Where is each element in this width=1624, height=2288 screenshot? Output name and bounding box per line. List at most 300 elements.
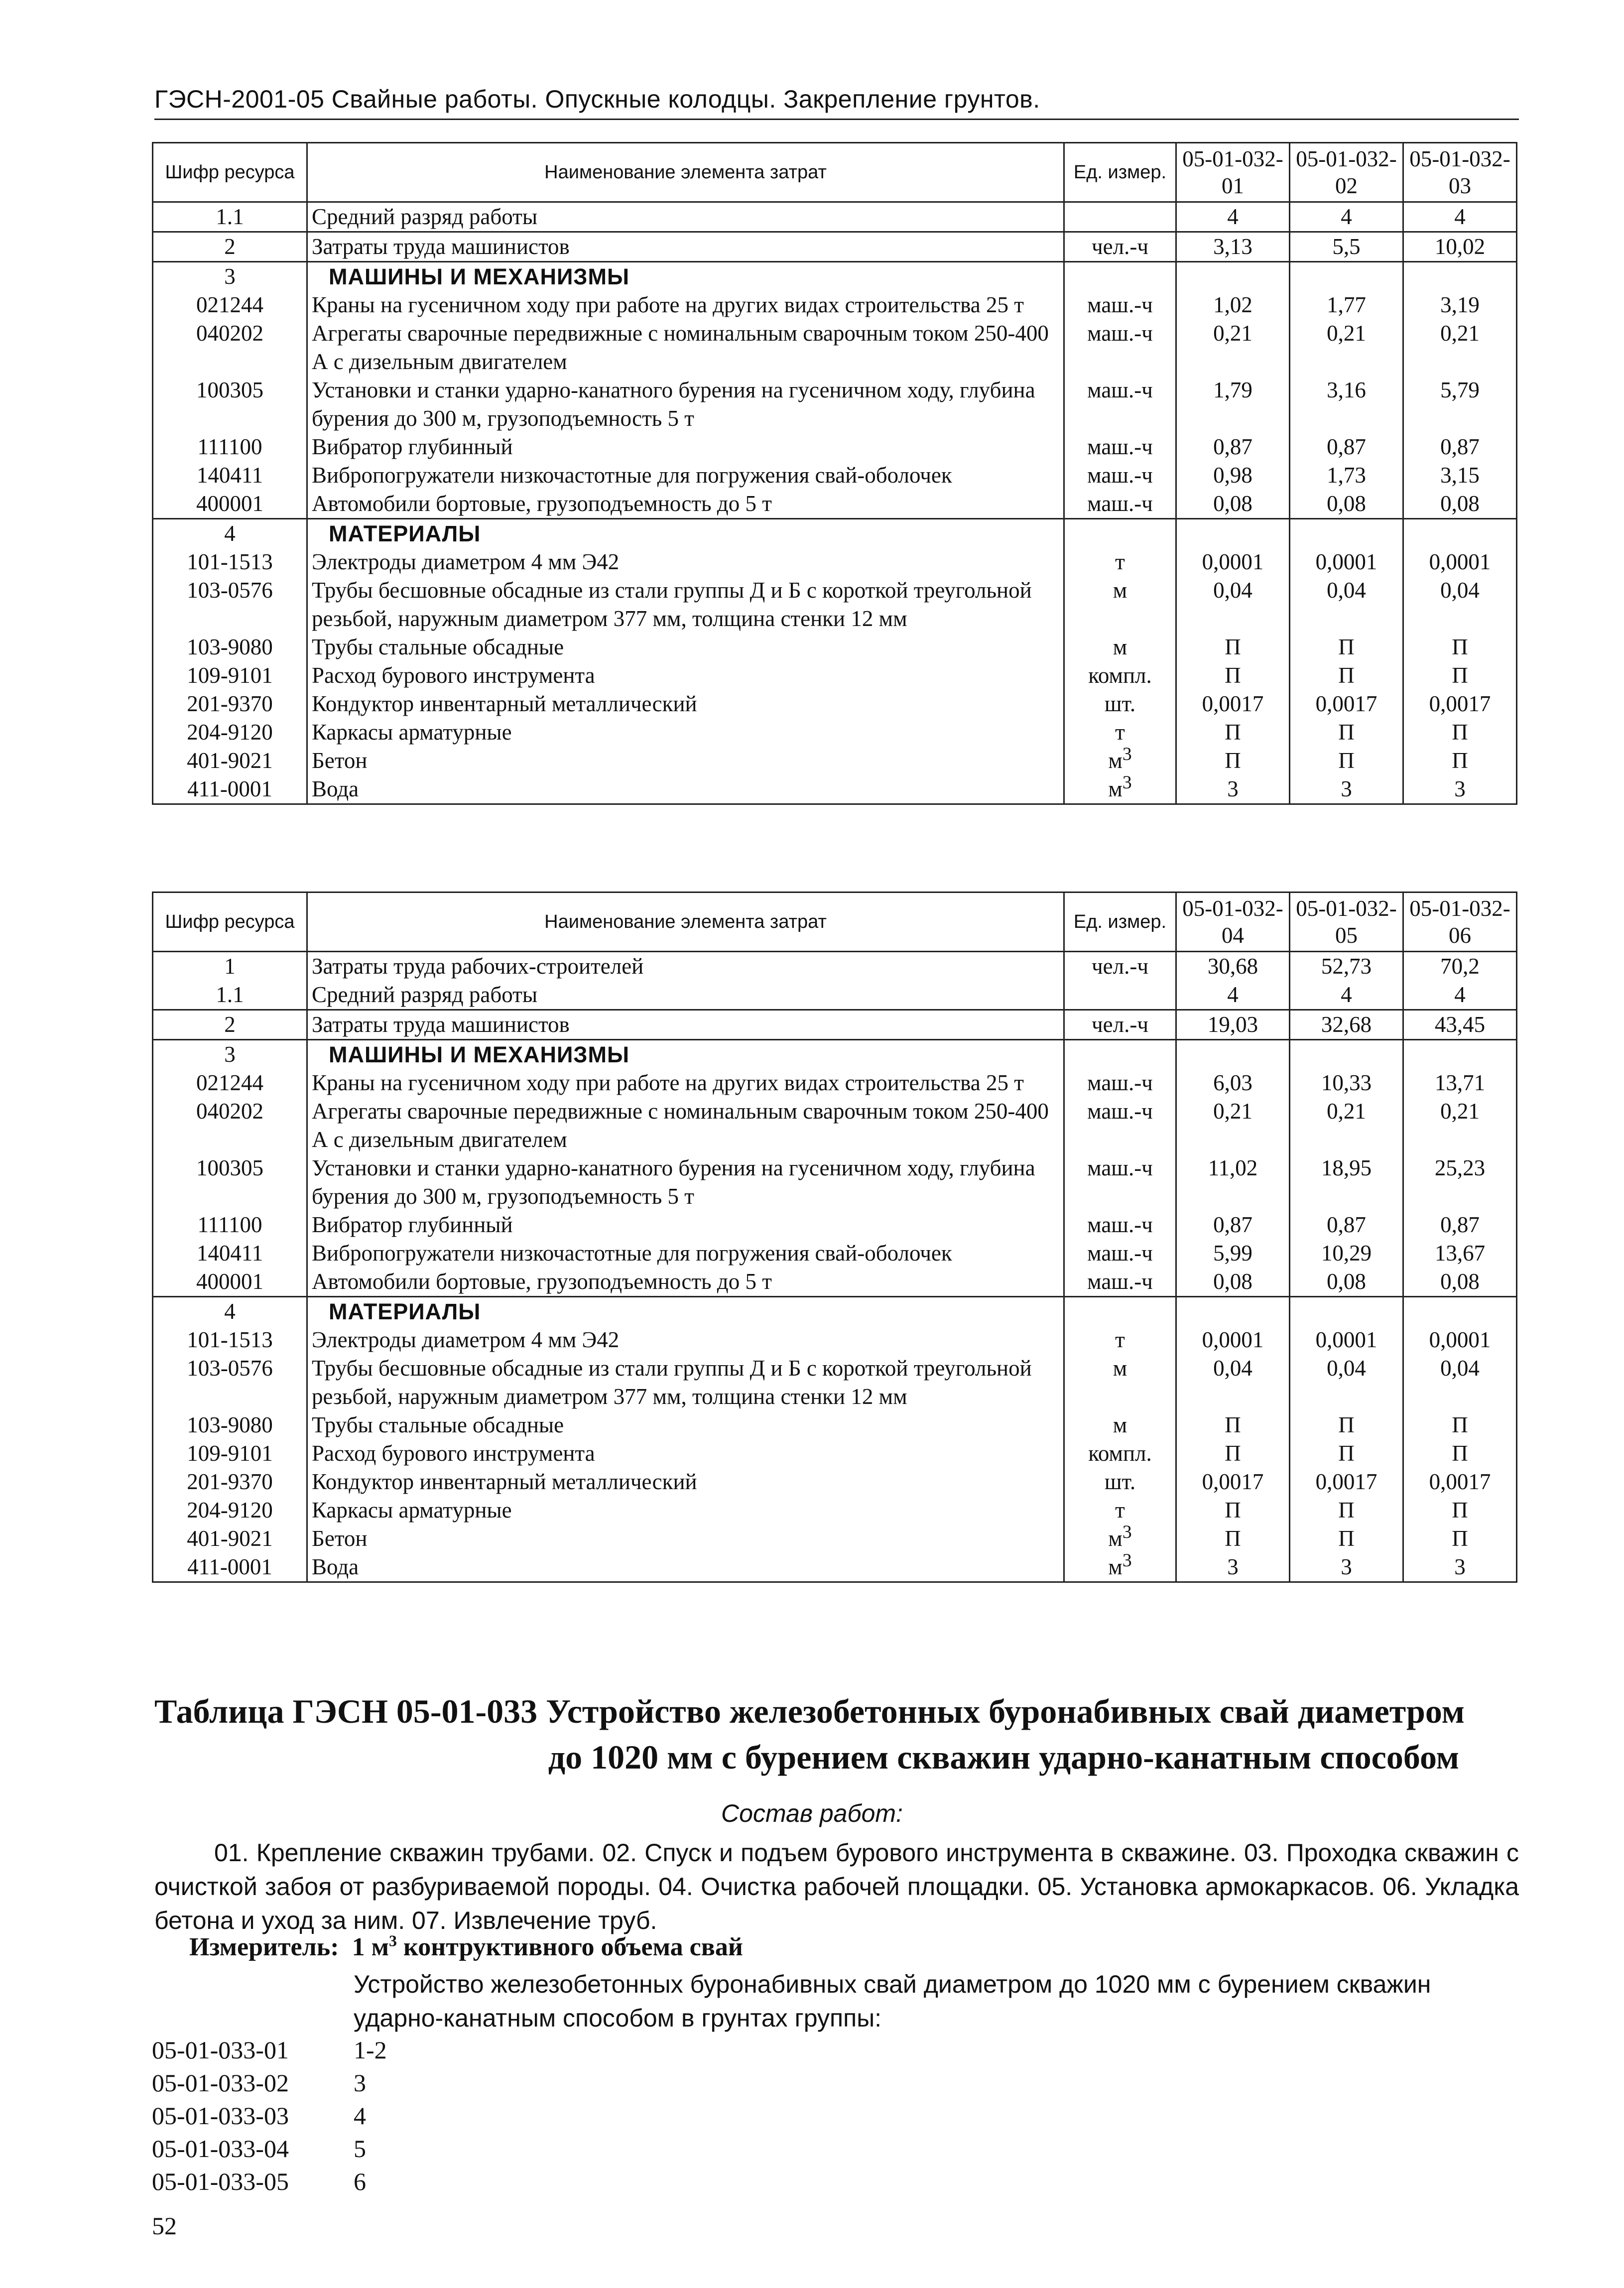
unit-of-measure [1064, 1211, 1176, 1239]
section-title-line-2: до 1020 мм с бурением скважин ударно-канатным способом [548, 1738, 1459, 1776]
cost-element-name: Бетон [307, 1525, 1064, 1553]
resource-code: 1 [153, 952, 307, 981]
value-cell: 3 [1403, 775, 1517, 804]
unit-text: м [1113, 635, 1127, 659]
value-cell: 4 [1403, 202, 1517, 232]
value-cell [1290, 262, 1403, 291]
resource-code: 1.1 [153, 202, 307, 232]
table-row [153, 1468, 1517, 1496]
unit-of-measure [1064, 690, 1176, 718]
value-cell: П [1403, 1411, 1517, 1439]
value-cell [1176, 519, 1290, 548]
unit-of-measure [1064, 1354, 1176, 1411]
unit-of-measure [1064, 433, 1176, 461]
table-row [153, 1326, 1517, 1354]
value-cell: 0,04 [1290, 576, 1403, 633]
unit-text: маш.-ч [1087, 491, 1153, 516]
value-cell: 0,0001 [1290, 548, 1403, 576]
value-cell: 0,08 [1290, 1268, 1403, 1297]
value-cell: 0,21 [1176, 319, 1290, 376]
unit-of-measure [1064, 1010, 1176, 1040]
value-cell: 0,08 [1176, 1268, 1290, 1297]
value-cell: 3 [1403, 1553, 1517, 1582]
cost-element-name: Вода [307, 1553, 1064, 1582]
value-cell: 0,21 [1403, 319, 1517, 376]
value-cell: 0,0001 [1403, 548, 1517, 576]
cost-element-name: Краны на гусеничном ходу при работе на других видах строительства 25 т [307, 1069, 1064, 1097]
norm-code-row [152, 2066, 387, 2099]
norm-code: 05-01-033-03 [152, 2102, 289, 2130]
cost-element-name: Расход бурового инструмента [307, 661, 1064, 690]
value-cell: П [1290, 1525, 1403, 1553]
unit-text: м [1108, 1554, 1123, 1579]
value-cell: П [1290, 661, 1403, 690]
value-cell: 0,87 [1176, 433, 1290, 461]
resource-code: 3 [153, 1040, 307, 1069]
value-cell: П [1176, 1525, 1290, 1553]
table-row [153, 1069, 1517, 1097]
resource-code: 4 [153, 519, 307, 548]
unit-of-measure [1064, 1496, 1176, 1525]
value-cell: 0,98 [1176, 461, 1290, 490]
value-cell: 0,08 [1403, 490, 1517, 519]
header-name: Наименование элемента затрат [307, 892, 1064, 952]
meter-value: 1 $м^3$ контруктивного объема свай [352, 1931, 743, 1961]
unit-superscript: 3 [1122, 772, 1132, 793]
norm-code-row [152, 2165, 387, 2198]
value-cell: 0,21 [1176, 1097, 1290, 1154]
value-cell: 18,95 [1290, 1154, 1403, 1211]
value-cell: 0,0017 [1290, 690, 1403, 718]
value-cell: П [1176, 1411, 1290, 1439]
value-cell: 3 [1176, 775, 1290, 804]
table-row [153, 718, 1517, 747]
norm-code-row [152, 2099, 387, 2132]
header-col-2: 05-01-032-05 [1290, 892, 1403, 952]
value-cell: 0,87 [1290, 433, 1403, 461]
value-cell: 0,87 [1176, 1211, 1290, 1239]
unit-of-measure [1064, 1239, 1176, 1268]
unit-text: чел.-ч [1092, 954, 1148, 979]
value-cell: 13,71 [1403, 1069, 1517, 1097]
resource-code: 109-9101 [153, 661, 307, 690]
soil-group: 3 [354, 2069, 366, 2097]
resource-code: 201-9370 [153, 1468, 307, 1496]
value-cell [1403, 262, 1517, 291]
resource-code: 103-9080 [153, 633, 307, 661]
resource-code: 101-1513 [153, 548, 307, 576]
table-row [153, 775, 1517, 804]
unit-of-measure [1064, 1040, 1176, 1069]
unit-of-measure [1064, 1154, 1176, 1211]
value-cell: П [1176, 661, 1290, 690]
resource-code: 411-0001 [153, 1553, 307, 1582]
unit-of-measure [1064, 1468, 1176, 1496]
value-cell: П [1176, 1496, 1290, 1525]
table-row [153, 1525, 1517, 1553]
unit-of-measure [1064, 1550, 1176, 1582]
cost-element-name: МАТЕРИАЛЫ [307, 519, 1064, 548]
table-row [153, 1097, 1517, 1154]
value-cell: 0,0017 [1176, 690, 1290, 718]
cost-element-name: МАШИНЫ И МЕХАНИЗМЫ [307, 262, 1064, 291]
value-cell: 0,87 [1403, 1211, 1517, 1239]
value-cell: П [1176, 747, 1290, 775]
table-row [153, 433, 1517, 461]
value-cell: П [1290, 1496, 1403, 1525]
table-row [153, 291, 1517, 319]
unit-of-measure [1064, 461, 1176, 490]
unit-of-measure [1064, 576, 1176, 633]
unit-of-measure [1064, 661, 1176, 690]
unit-text: чел.-ч [1092, 234, 1148, 259]
composition-heading: Состав работ: [721, 1799, 903, 1827]
meter [189, 1932, 743, 1962]
cost-element-name: Затраты труда рабочих-строителей [307, 952, 1064, 981]
value-cell: П [1290, 718, 1403, 747]
cost-element-name: Агрегаты сварочные передвижные с номинальным сварочным током 250-400 А с дизельным двигателем [307, 319, 1064, 376]
unit-text: м [1108, 1526, 1123, 1551]
value-cell [1176, 262, 1290, 291]
unit-text: м [1113, 578, 1127, 603]
cost-element-name: Бетон [307, 747, 1064, 775]
norm-code: 05-01-033-02 [152, 2069, 289, 2097]
header-code: Шифр ресурса [153, 143, 307, 202]
resource-code: 1.1 [153, 981, 307, 1010]
value-cell: 43,45 [1403, 1010, 1517, 1040]
value-cell: П [1403, 633, 1517, 661]
value-cell: 4 [1176, 981, 1290, 1010]
unit-text: маш.-ч [1087, 1099, 1153, 1124]
unit-of-measure [1064, 772, 1176, 804]
value-cell: П [1290, 747, 1403, 775]
value-cell: П [1403, 747, 1517, 775]
value-cell [1176, 1297, 1290, 1326]
unit-of-measure [1064, 548, 1176, 576]
cost-element-name: Трубы бесшовные обсадные из стали группы Д и Б с короткой треугольной резьбой, наружным диаметром 377 мм, толщина стенки 12 мм [307, 1354, 1064, 1411]
value-cell: 0,08 [1403, 1268, 1517, 1297]
norm-code: 05-01-033-04 [152, 2135, 289, 2162]
table-row [153, 1010, 1517, 1040]
value-cell: 3,16 [1290, 376, 1403, 433]
resource-code: 400001 [153, 490, 307, 519]
table-row [153, 461, 1517, 490]
header-col-3: 05-01-032-03 [1403, 143, 1517, 202]
unit-of-measure [1064, 376, 1176, 433]
value-cell: 30,68 [1176, 952, 1290, 981]
value-cell: 0,0017 [1290, 1468, 1403, 1496]
value-cell: 0,04 [1290, 1354, 1403, 1411]
cost-element-name: Вибропогружатели низкочастотные для погружения свай-оболочек [307, 1239, 1064, 1268]
table-row [153, 1411, 1517, 1439]
value-cell: 0,04 [1403, 576, 1517, 633]
table-row [153, 747, 1517, 775]
unit-text: маш.-ч [1087, 292, 1153, 317]
unit-of-measure [1064, 291, 1176, 319]
value-cell: 11,02 [1176, 1154, 1290, 1211]
unit-of-measure [1064, 1522, 1176, 1553]
value-cell: 1,73 [1290, 461, 1403, 490]
section-title-line-1: Таблица ГЭСН 05-01-033 Устройство железобетонных буронабивных свай диаметром [154, 1692, 1465, 1730]
value-cell: 0,08 [1176, 490, 1290, 519]
header-unit: Ед. измер. [1064, 143, 1176, 202]
resource-code: 201-9370 [153, 690, 307, 718]
value-cell: 0,0017 [1176, 1468, 1290, 1496]
cost-element-name: Электроды диаметром 4 мм Э42 [307, 548, 1064, 576]
value-cell: 5,99 [1176, 1239, 1290, 1268]
cost-element-name: Каркасы арматурные [307, 1496, 1064, 1525]
table-row [153, 1354, 1517, 1411]
value-cell: 1,02 [1176, 291, 1290, 319]
value-cell: 25,23 [1403, 1154, 1517, 1211]
cost-element-name: МАТЕРИАЛЫ [307, 1297, 1064, 1326]
cost-element-name: Средний разряд работы [307, 202, 1064, 232]
resource-code: 401-9021 [153, 1525, 307, 1553]
unit-text: чел.-ч [1092, 1012, 1148, 1037]
unit-text: м [1108, 748, 1123, 773]
cost-element-name: Трубы бесшовные обсадные из стали группы Д и Б с короткой треугольной резьбой, наружным диаметром 377 мм, толщина стенки 12 мм [307, 576, 1064, 633]
cost-element-name: МАШИНЫ И МЕХАНИЗМЫ [307, 1040, 1064, 1069]
section-title [154, 1688, 1469, 1780]
norm-code-list [152, 2034, 387, 2198]
work-description: Устройство железобетонных буронабивных свай диаметром до 1020 мм с бурением скважин ударно-канатным способом в грунтах группы: [354, 1970, 1431, 2032]
header-name: Наименование элемента затрат [307, 143, 1064, 202]
value-cell: П [1176, 718, 1290, 747]
value-cell: 32,68 [1290, 1010, 1403, 1040]
table-body [153, 952, 1517, 1582]
cost-element-name: Вибратор глубинный [307, 433, 1064, 461]
header-col-3: 05-01-032-06 [1403, 892, 1517, 952]
value-cell [1290, 519, 1403, 548]
cost-element-name: Затраты труда машинистов [307, 232, 1064, 262]
resource-code: 401-9021 [153, 747, 307, 775]
value-cell [1403, 1040, 1517, 1069]
resource-code: 400001 [153, 1268, 307, 1297]
unit-text: м [1108, 776, 1123, 801]
value-cell: П [1176, 633, 1290, 661]
value-cell [1290, 1040, 1403, 1069]
resource-code: 411-0001 [153, 775, 307, 804]
unit-text: м [1113, 1412, 1127, 1437]
value-cell: 0,08 [1290, 490, 1403, 519]
unit-of-measure [1064, 744, 1176, 775]
resource-code: 103-9080 [153, 1411, 307, 1439]
value-cell: П [1290, 633, 1403, 661]
soil-group: 5 [354, 2135, 366, 2162]
value-cell [1290, 1297, 1403, 1326]
header-code: Шифр ресурса [153, 892, 307, 952]
norm-code-row [152, 2132, 387, 2165]
cost-element-name: Вибропогружатели низкочастотные для погружения свай-оболочек [307, 461, 1064, 490]
table-row [153, 633, 1517, 661]
table-row [153, 376, 1517, 433]
cost-element-name: Установки и станки ударно-канатного бурения на гусеничном ходу, глубина бурения до 300 м, грузоподъемность 5 т [307, 1154, 1064, 1211]
cost-element-name: Затраты труда машинистов [307, 1010, 1064, 1040]
resource-code: 100305 [153, 376, 307, 433]
table-row [153, 1496, 1517, 1525]
table-row [153, 1553, 1517, 1582]
unit-text: маш.-ч [1087, 321, 1153, 346]
cost-element-name: Трубы стальные обсадные [307, 633, 1064, 661]
value-cell: 19,03 [1176, 1010, 1290, 1040]
cost-element-name: Автомобили бортовые, грузоподъемность до 5 т [307, 1268, 1064, 1297]
resource-code: 040202 [153, 1097, 307, 1154]
value-cell: 0,0001 [1290, 1326, 1403, 1354]
value-cell: 4 [1290, 981, 1403, 1010]
value-cell: 0,0017 [1403, 690, 1517, 718]
soil-group: 4 [354, 2102, 366, 2130]
value-cell: П [1403, 718, 1517, 747]
value-cell: 0,0001 [1403, 1326, 1517, 1354]
unit-superscript: 3 [1122, 744, 1132, 764]
table-row [153, 1268, 1517, 1297]
meter-label: Измеритель: [189, 1933, 339, 1961]
resource-code: 2 [153, 1010, 307, 1040]
resource-code: 2 [153, 232, 307, 262]
section-row [153, 519, 1517, 548]
table-row [153, 490, 1517, 519]
table-header-row [153, 143, 1517, 202]
value-cell: П [1403, 661, 1517, 690]
table-row [153, 1239, 1517, 1268]
unit-of-measure [1064, 1268, 1176, 1297]
value-cell: 3 [1290, 775, 1403, 804]
header-col-1: 05-01-032-01 [1176, 143, 1290, 202]
cost-element-name: Вода [307, 775, 1064, 804]
value-cell: 5,5 [1290, 232, 1403, 262]
cost-element-name: Электроды диаметром 4 мм Э42 [307, 1326, 1064, 1354]
unit-of-measure [1064, 490, 1176, 519]
unit-of-measure [1064, 633, 1176, 661]
value-cell: 0,21 [1403, 1097, 1517, 1154]
value-cell: П [1290, 1411, 1403, 1439]
resource-code: 111100 [153, 1211, 307, 1239]
value-cell: 1,79 [1176, 376, 1290, 433]
header-rule [154, 119, 1519, 120]
value-cell: 0,0017 [1403, 1468, 1517, 1496]
value-cell: 4 [1176, 202, 1290, 232]
value-cell: П [1176, 1439, 1290, 1468]
unit-text: маш.-ч [1087, 1241, 1153, 1266]
unit-text: маш.-ч [1087, 1155, 1153, 1180]
cost-element-name: Агрегаты сварочные передвижные с номинальным сварочным током 250-400 А с дизельным двигателем [307, 1097, 1064, 1154]
unit-of-measure [1064, 202, 1176, 232]
table-row [153, 319, 1517, 376]
value-cell: П [1403, 1525, 1517, 1553]
page-number: 52 [152, 2212, 177, 2240]
unit-text: маш.-ч [1087, 1269, 1153, 1294]
value-cell: 10,33 [1290, 1069, 1403, 1097]
value-cell: 0,0001 [1176, 1326, 1290, 1354]
resource-code: 204-9120 [153, 1496, 307, 1525]
value-cell: 0,87 [1403, 433, 1517, 461]
value-cell: 3,15 [1403, 461, 1517, 490]
norm-code: 05-01-033-01 [152, 2036, 289, 2064]
value-cell: 3 [1176, 1553, 1290, 1582]
unit-text: м [1113, 1356, 1127, 1381]
table-row [153, 232, 1517, 262]
running-header: ГЭСН-2001-05 Свайные работы. Опускные колодцы. Закрепление грунтов. [154, 85, 1040, 113]
header-col-2: 05-01-032-02 [1290, 143, 1403, 202]
unit-of-measure [1064, 519, 1176, 548]
unit-of-measure [1064, 232, 1176, 262]
resource-code: 021244 [153, 291, 307, 319]
resource-code: 140411 [153, 461, 307, 490]
composition-text: 01. Крепление скважин трубами. 02. Спуск и подъем бурового инструмента в скважине. 03. Проходка скважин с очисткой забоя от разбуриваемой породы. 04. Очистка рабочей площадки. 05. Установка армокаркасов. 06. Укладка бетона и уход за ним. 07. Извлечение труб. [154, 1839, 1519, 1934]
resource-code: 100305 [153, 1154, 307, 1211]
resource-table-1 [152, 142, 1517, 805]
unit-text: маш.-ч [1087, 463, 1153, 488]
table-row [153, 1211, 1517, 1239]
value-cell: 3,13 [1176, 232, 1290, 262]
unit-text: компл. [1088, 1441, 1152, 1466]
resource-code: 140411 [153, 1239, 307, 1268]
unit-of-measure [1064, 1439, 1176, 1468]
section-row [153, 262, 1517, 291]
value-cell: 3 [1290, 1553, 1403, 1582]
table-row [153, 690, 1517, 718]
table-row [153, 952, 1517, 981]
table-header-row [153, 892, 1517, 952]
soil-group: 1-2 [354, 2036, 387, 2064]
unit-of-measure [1064, 1326, 1176, 1354]
value-cell: 5,79 [1403, 376, 1517, 433]
unit-text: т [1115, 1498, 1125, 1523]
resource-code: 111100 [153, 433, 307, 461]
cost-element-name: Каркасы арматурные [307, 718, 1064, 747]
unit-text: маш.-ч [1087, 434, 1153, 459]
table-row [153, 1439, 1517, 1468]
unit-of-measure [1064, 1297, 1176, 1326]
unit-text: т [1115, 720, 1125, 745]
value-cell: 0,04 [1176, 576, 1290, 633]
unit-text: шт. [1104, 691, 1136, 716]
value-cell: 0,04 [1403, 1354, 1517, 1411]
cost-element-name: Средний разряд работы [307, 981, 1064, 1010]
cost-element-name: Вибратор глубинный [307, 1211, 1064, 1239]
unit-of-measure [1064, 718, 1176, 747]
unit-of-measure [1064, 319, 1176, 376]
unit-of-measure [1064, 262, 1176, 291]
value-cell: 70,2 [1403, 952, 1517, 981]
norm-code-row [152, 2034, 387, 2066]
unit-of-measure [1064, 1411, 1176, 1439]
table-row [153, 981, 1517, 1010]
unit-of-measure [1064, 1097, 1176, 1154]
value-cell: 1,77 [1290, 291, 1403, 319]
value-cell: 0,0001 [1176, 548, 1290, 576]
soil-group: 6 [354, 2167, 366, 2195]
value-cell: 10,29 [1290, 1239, 1403, 1268]
header-col-1: 05-01-032-04 [1176, 892, 1290, 952]
cost-element-name: Краны на гусеничном ходу при работе на других видах строительства 25 т [307, 291, 1064, 319]
section-row [153, 1040, 1517, 1069]
table-row [153, 576, 1517, 633]
value-cell: П [1403, 1439, 1517, 1468]
unit-text: т [1115, 549, 1125, 574]
resource-code: 040202 [153, 319, 307, 376]
resource-code: 021244 [153, 1069, 307, 1097]
table-row [153, 661, 1517, 690]
table-row [153, 1154, 1517, 1211]
resource-code: 204-9120 [153, 718, 307, 747]
unit-superscript: 3 [1122, 1522, 1132, 1542]
value-cell: 0,21 [1290, 319, 1403, 376]
value-cell: 52,73 [1290, 952, 1403, 981]
value-cell: П [1290, 1439, 1403, 1468]
value-cell: 4 [1290, 202, 1403, 232]
value-cell [1403, 519, 1517, 548]
